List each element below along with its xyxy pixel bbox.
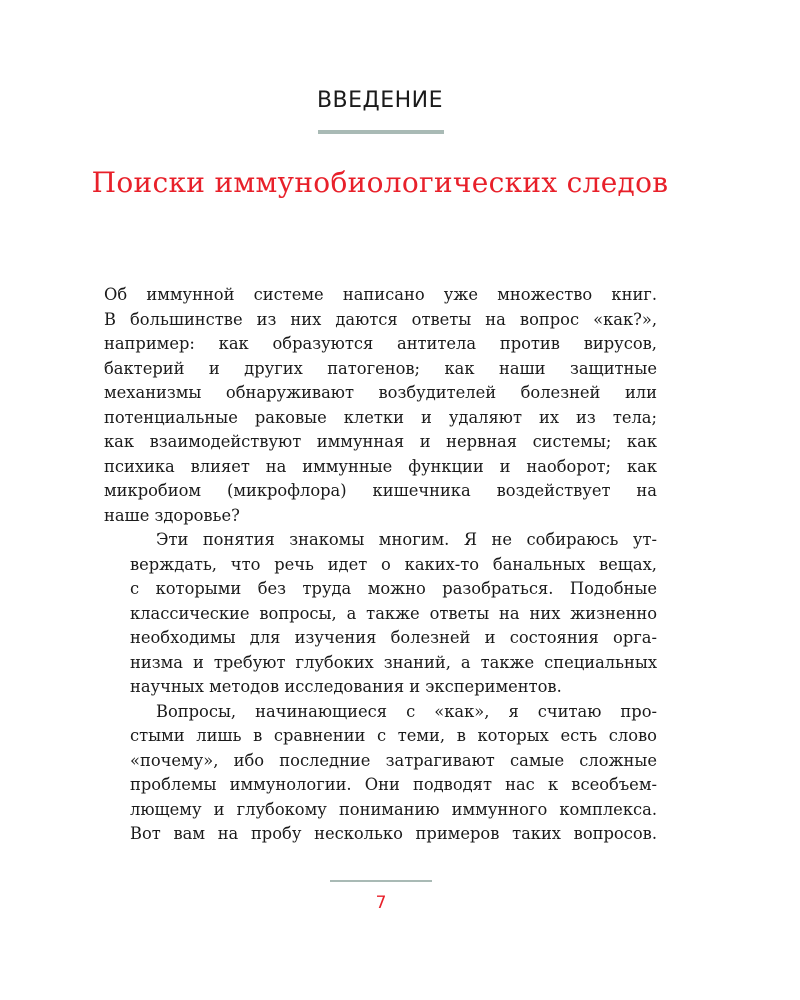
page-number: 7 [375, 893, 387, 913]
text-line: психика влияет на иммунные функции и наоборот; как [104, 456, 657, 476]
text-line: Эти понятия знакомы многим. Я не собираюсь ут- [156, 530, 657, 549]
text-line: верждать, что речь идет о каких-то банальных вещах, [130, 554, 657, 574]
text-line: наше здоровье? [104, 505, 240, 525]
text-line: микробиом (микрофлора) кишечника воздействует на [104, 481, 657, 500]
chapter-title: Поиски иммунобиологических следов [91, 166, 669, 199]
paragraph-1 [104, 283, 657, 528]
paragraph-2 [104, 528, 657, 700]
text-line: Вот вам на пробу несколько примеров таких вопросов. [130, 824, 657, 843]
paragraph-3 [104, 700, 657, 847]
body-text [104, 283, 657, 847]
text-line: классические вопросы, а также ответы на них жизненно [130, 603, 657, 623]
text-line: например: как образуются антитела против вирусов, [104, 334, 657, 353]
text-line: механизмы обнаруживают возбудителей болезней или [104, 383, 657, 402]
text-line: В большинстве из них даются ответы на вопрос «как?», [104, 309, 657, 329]
text-line: проблемы иммунологии. Они подводят нас к всеобъем- [130, 775, 657, 794]
text-line: Вопросы, начинающиеся с «как», я считаю про- [156, 701, 657, 721]
text-line: стыми лишь в сравнении с теми, в которых есть слово [130, 726, 657, 745]
text-line: с которыми без труда можно разобраться. Подобные [130, 579, 657, 598]
text-line: лющему и глубокому пониманию иммунного комплекса. [130, 799, 657, 819]
text-line: как взаимодействуют иммунная и нервная системы; как [104, 432, 657, 451]
footer-rule [330, 880, 432, 882]
text-line: необходимы для изучения болезней и состояния орга- [130, 628, 657, 647]
text-line: Об иммунной системе написано уже множество книг. [104, 285, 657, 304]
text-line: научных методов исследования и экспериментов. [130, 677, 562, 696]
text-line: потенциальные раковые клетки и удаляют их из тела; [104, 407, 657, 427]
chapter-label: ВВЕДЕНИЕ [316, 88, 444, 113]
text-line: бактерий и других патогенов; как наши защитные [104, 358, 657, 378]
text-line: «почему», ибо последние затрагивают самые сложные [130, 750, 657, 770]
header-rule [318, 130, 444, 134]
text-line: низма и требуют глубоких знаний, а также специальных [130, 652, 657, 672]
